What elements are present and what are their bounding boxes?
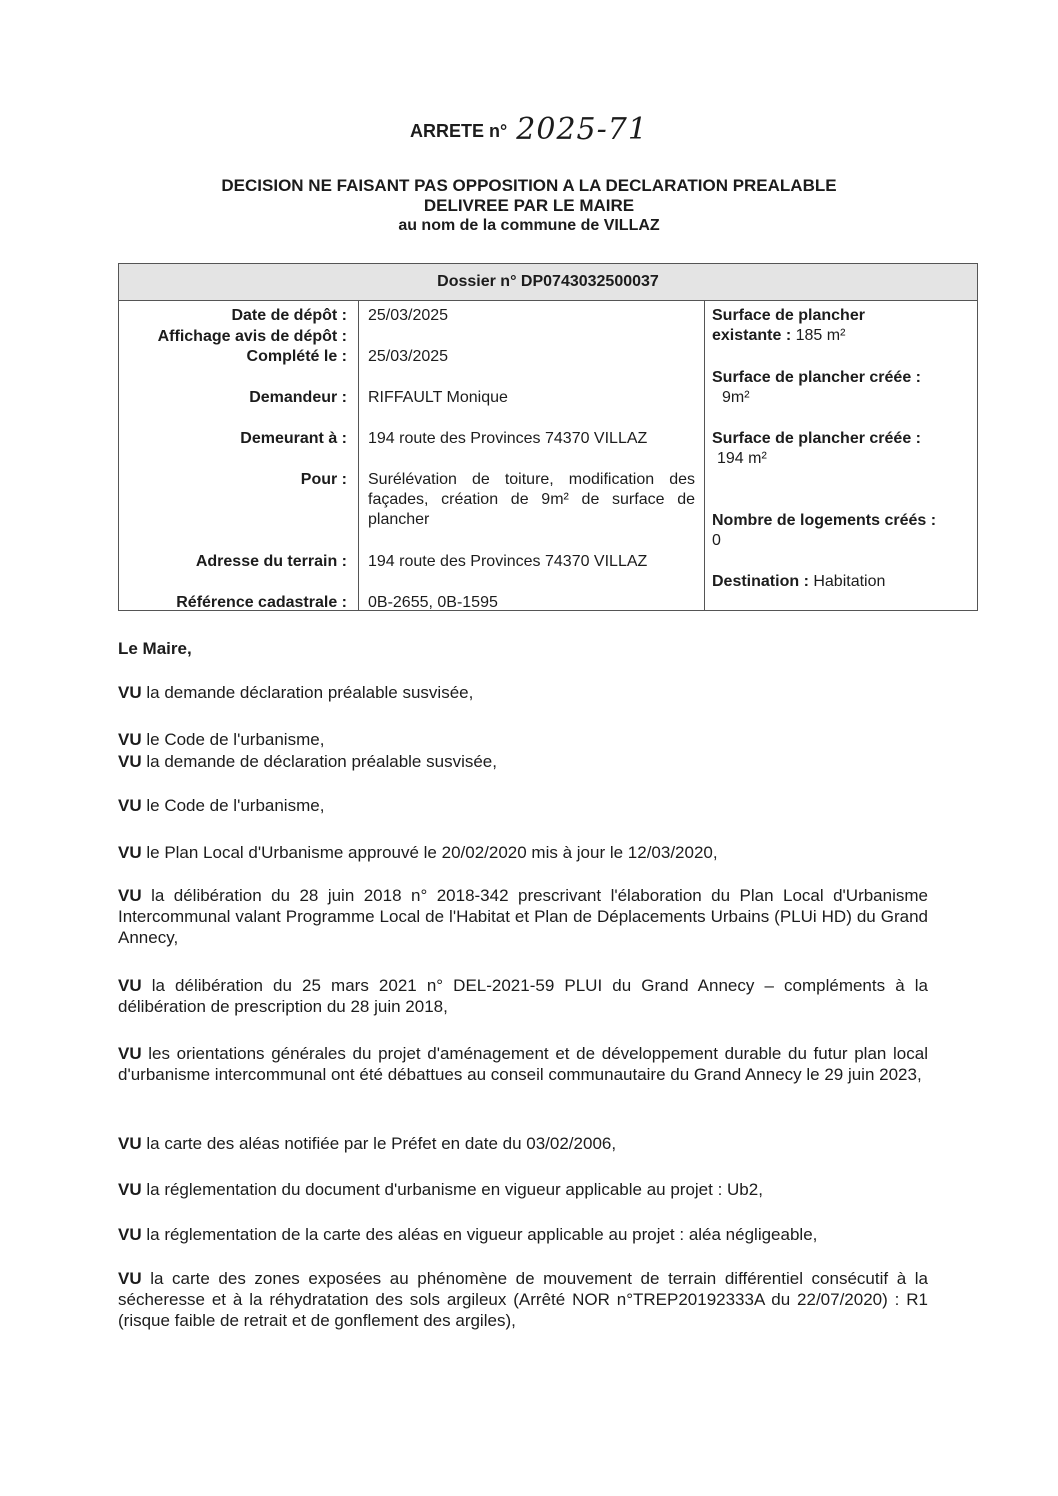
surface-creee-2 — [712, 429, 972, 469]
nombre-logements — [712, 511, 972, 551]
vu-keyword: VU — [118, 796, 142, 815]
title-line-2: DELIVREE PAR LE MAIRE — [423, 196, 635, 215]
vu-text: le Plan Local d'Urbanisme approuvé le 20/02/2020 mis à jour le 12/03/2020, — [146, 843, 718, 862]
vu-paragraph — [118, 1268, 928, 1331]
vu-text: la réglementation de la carte des aléas en vigueur applicable au projet : aléa négligeable, — [146, 1225, 818, 1244]
surface-creee-value: 9m² — [722, 389, 750, 406]
vu-keyword: VU — [118, 976, 142, 995]
vu-paragraph — [118, 1224, 928, 1245]
pour-label: Pour : — [300, 471, 347, 488]
vu-keyword: VU — [118, 1225, 142, 1244]
pour-value: Surélévation de toiture, modification des façades, création de 9m² de surface de plancher — [368, 471, 695, 528]
nombre-logements-label: Nombre de logements créés : — [712, 512, 937, 529]
arrete-label: ARRETE n° — [410, 121, 508, 141]
le-maire-line — [118, 638, 928, 659]
date-depot-label: Date de dépôt : — [231, 307, 347, 324]
reference-cadastrale-value: 0B-2655, 0B-1595 — [368, 594, 498, 611]
le-maire: Le Maire, — [118, 639, 192, 658]
column-divider — [358, 301, 359, 611]
demandeur-label: Demandeur : — [249, 389, 347, 406]
destination — [712, 572, 972, 592]
column-divider — [704, 301, 705, 611]
vu-paragraph — [118, 682, 928, 703]
surface-creee-2-label: Surface de plancher créée : — [712, 430, 921, 447]
adresse-terrain-label: Adresse du terrain : — [195, 553, 347, 570]
vu-keyword: VU — [118, 1269, 142, 1288]
vu-text: la délibération du 28 juin 2018 n° 2018-342 prescrivant l'élaboration du Plan Local d'Urbanisme Intercommunal valant Programme Local de l'Habitat et Plan de Déplacements Urbains (PLUi HD) du Grand Annecy, — [118, 886, 928, 947]
vu-paragraph — [118, 795, 928, 816]
dossier-title: Dossier n° DP0743032500037 — [119, 264, 977, 301]
surface-existante-value: 185 m² — [795, 327, 846, 344]
title-line-3: au nom de la commune de VILLAZ — [398, 217, 660, 234]
vu-keyword: VU — [118, 683, 142, 702]
reference-cadastrale-label: Référence cadastrale : — [176, 594, 347, 611]
vu-keyword: VU — [118, 886, 142, 905]
vu-text: la réglementation du document d'urbanisme en vigueur applicable au projet : Ub2, — [146, 1180, 763, 1199]
nombre-logements-value: 0 — [712, 532, 721, 549]
surface-creee — [712, 368, 972, 408]
vu-text: la demande déclaration préalable susvisée, — [146, 683, 474, 702]
vu-text: la délibération du 25 mars 2021 n° DEL-2021-59 PLUI du Grand Annecy – compléments à la délibération de prescription du 28 juin 2018, — [118, 976, 928, 1016]
complete-le-value: 25/03/2025 — [368, 348, 449, 365]
affichage-label: Affichage avis de dépôt : — [157, 328, 347, 345]
title-line-1: DECISION NE FAISANT PAS OPPOSITION A LA DECLARATION PREALABLE — [221, 176, 837, 195]
vu-keyword: VU — [118, 843, 142, 862]
destination-label: Destination : — [712, 573, 809, 590]
adresse-terrain-value: 194 route des Provinces 74370 VILLAZ — [368, 553, 648, 570]
vu-keyword: VU — [118, 730, 142, 749]
vu-text: la demande de déclaration préalable susvisée, — [146, 752, 497, 771]
vu-paragraph — [118, 1179, 928, 1200]
vu-paragraph — [118, 729, 928, 750]
vu-keyword: VU — [118, 752, 142, 771]
complete-le-label: Complété le : — [246, 348, 347, 365]
vu-paragraph — [118, 751, 928, 772]
vu-paragraph — [118, 975, 928, 1017]
vu-keyword: VU — [118, 1044, 142, 1063]
vu-keyword: VU — [118, 1134, 142, 1153]
vu-text: la carte des zones exposées au phénomène de mouvement de terrain différentiel consécutif à la sécheresse et à la réhydratation des sols argileux (Arrêté NOR n°TREP20192333A du 22/07/2020) : R1 (risque faible de retrait et de gonflement des argiles), — [118, 1269, 928, 1330]
surface-creee-2-value: 194 m² — [717, 450, 767, 467]
vu-paragraph — [118, 885, 928, 948]
surface-existante — [712, 306, 972, 346]
dossier-body — [119, 301, 977, 611]
vu-text: les orientations générales du projet d'aménagement et de développement durable du futur plan local d'urbanisme intercommunal ont été débattues au conseil communautaire du Grand Annecy le 29 juin 2023, — [118, 1044, 928, 1084]
surface-existante-label-2: existante : — [712, 327, 792, 344]
decision-title — [0, 176, 1058, 236]
vu-text: le Code de l'urbanisme, — [146, 796, 325, 815]
surface-creee-label: Surface de plancher créée : — [712, 369, 921, 386]
dossier-box — [118, 263, 978, 611]
demeurant-label: Demeurant à : — [240, 430, 347, 447]
arrete-heading — [0, 112, 1058, 147]
date-depot-value: 25/03/2025 — [368, 307, 449, 324]
vu-paragraph — [118, 1133, 928, 1154]
vu-paragraph — [118, 1043, 928, 1085]
demeurant-value: 194 route des Provinces 74370 VILLAZ — [368, 430, 648, 447]
vu-text: le Code de l'urbanisme, — [146, 730, 325, 749]
arrete-number-handwritten: 2025-71 — [516, 112, 648, 147]
demandeur-value: RIFFAULT Monique — [368, 389, 508, 406]
vu-paragraph — [118, 842, 928, 863]
vu-text: la carte des aléas notifiée par le Préfet en date du 03/02/2006, — [146, 1134, 617, 1153]
surface-existante-label-1: Surface de plancher — [712, 307, 865, 324]
vu-keyword: VU — [118, 1180, 142, 1199]
destination-value: Habitation — [813, 573, 886, 590]
